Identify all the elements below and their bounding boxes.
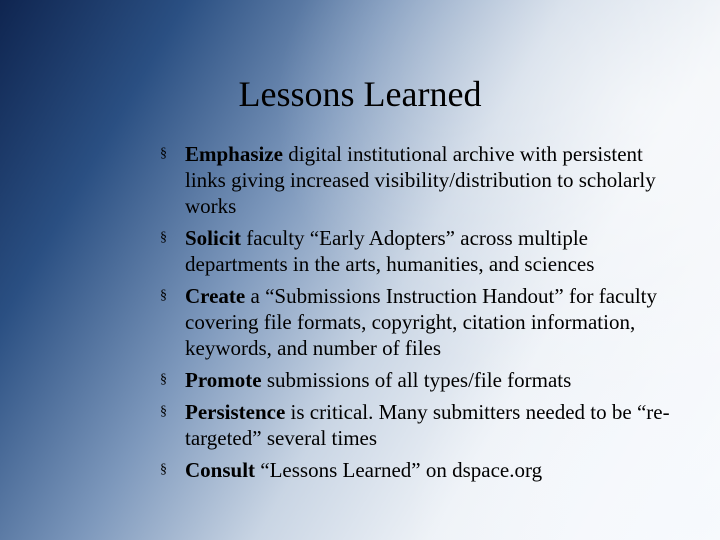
bullet-text: digital institutional archive with persistent links giving increased visibility/distribution to scholarly works <box>185 142 656 218</box>
bullet-item <box>160 367 680 393</box>
bullet-keyword: Consult <box>185 458 256 482</box>
bullet-marker-icon: § <box>160 404 167 419</box>
bullet-text: is critical. Many submitters needed to be “re-targeted” several times <box>185 400 670 450</box>
bullet-marker-icon: § <box>160 230 167 245</box>
bullet-marker-icon: § <box>160 372 167 387</box>
bullet-item <box>160 141 680 219</box>
slide-title: Lessons Learned <box>238 74 482 114</box>
bullet-marker-icon: § <box>160 462 167 477</box>
bullet-keyword: Promote <box>185 368 262 392</box>
bullet-item <box>160 283 680 361</box>
bullet-marker-icon: § <box>160 146 167 161</box>
bullet-item <box>160 457 680 483</box>
bullet-marker-icon: § <box>160 288 167 303</box>
bullet-keyword: Create <box>185 284 246 308</box>
bullet-item <box>160 225 680 277</box>
bullet-text: faculty “Early Adopters” across multiple departments in the arts, humanities, and sciences <box>185 226 595 276</box>
bullet-list <box>160 141 680 489</box>
bullet-keyword: Persistence <box>185 400 286 424</box>
bullet-text: “Lessons Learned” on dspace.org <box>255 458 543 482</box>
bullet-text: submissions of all types/file formats <box>261 368 572 392</box>
bullet-item <box>160 399 680 451</box>
bullet-text: a “Submissions Instruction Handout” for faculty covering file formats, copyright, citation information, keywords, and number of files <box>185 284 658 360</box>
bullet-keyword: Emphasize <box>185 142 284 166</box>
bullet-keyword: Solicit <box>185 226 241 250</box>
